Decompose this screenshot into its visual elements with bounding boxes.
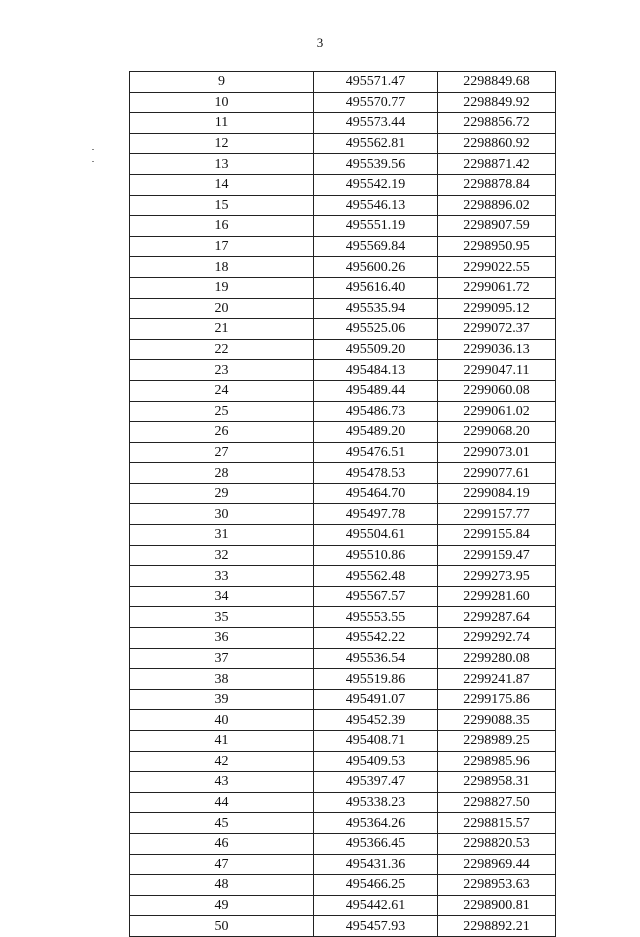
- y-coordinate-cell: 2298950.95: [438, 236, 556, 257]
- point-number-cell: 28: [130, 463, 314, 484]
- point-number-cell: 14: [130, 174, 314, 195]
- x-coordinate-cell: 495338.23: [314, 792, 438, 813]
- y-coordinate-cell: 2299073.01: [438, 442, 556, 463]
- table-row: [130, 298, 556, 319]
- scan-speck: [92, 149, 94, 150]
- point-number-cell: 35: [130, 607, 314, 628]
- point-number-cell: 31: [130, 525, 314, 546]
- point-number-cell: 50: [130, 916, 314, 937]
- point-number-cell: 36: [130, 628, 314, 649]
- table-row: [130, 133, 556, 154]
- y-coordinate-cell: 2298815.57: [438, 813, 556, 834]
- x-coordinate-cell: 495616.40: [314, 277, 438, 298]
- x-coordinate-cell: 495509.20: [314, 339, 438, 360]
- table-row: [130, 813, 556, 834]
- table-row: [130, 545, 556, 566]
- y-coordinate-cell: 2299061.72: [438, 277, 556, 298]
- point-number-cell: 10: [130, 92, 314, 113]
- x-coordinate-cell: 495551.19: [314, 216, 438, 237]
- table-row: [130, 422, 556, 443]
- point-number-cell: 48: [130, 875, 314, 896]
- y-coordinate-cell: 2299077.61: [438, 463, 556, 484]
- table-row: [130, 72, 556, 93]
- point-number-cell: 19: [130, 277, 314, 298]
- x-coordinate-cell: 495397.47: [314, 772, 438, 793]
- point-number-cell: 38: [130, 669, 314, 690]
- x-coordinate-cell: 495569.84: [314, 236, 438, 257]
- point-number-cell: 23: [130, 360, 314, 381]
- x-coordinate-cell: 495491.07: [314, 689, 438, 710]
- y-coordinate-cell: 2298860.92: [438, 133, 556, 154]
- x-coordinate-cell: 495562.81: [314, 133, 438, 154]
- point-number-cell: 46: [130, 833, 314, 854]
- x-coordinate-cell: 495489.20: [314, 422, 438, 443]
- table-row: [130, 751, 556, 772]
- page-number: 3: [316, 35, 324, 50]
- point-number-cell: 42: [130, 751, 314, 772]
- x-coordinate-cell: 495542.22: [314, 628, 438, 649]
- x-coordinate-cell: 495546.13: [314, 195, 438, 216]
- point-number-cell: 45: [130, 813, 314, 834]
- table-row: [130, 483, 556, 504]
- x-coordinate-cell: 495539.56: [314, 154, 438, 175]
- scan-speck: [92, 161, 94, 162]
- y-coordinate-cell: 2298907.59: [438, 216, 556, 237]
- point-number-cell: 13: [130, 154, 314, 175]
- y-coordinate-cell: 2298827.50: [438, 792, 556, 813]
- coordinates-table: [129, 71, 556, 937]
- point-number-cell: 22: [130, 339, 314, 360]
- x-coordinate-cell: 495504.61: [314, 525, 438, 546]
- point-number-cell: 17: [130, 236, 314, 257]
- x-coordinate-cell: 495535.94: [314, 298, 438, 319]
- y-coordinate-cell: 2299287.64: [438, 607, 556, 628]
- table-row: [130, 916, 556, 937]
- point-number-cell: 9: [130, 72, 314, 93]
- x-coordinate-cell: 495497.78: [314, 504, 438, 525]
- y-coordinate-cell: 2298849.68: [438, 72, 556, 93]
- y-coordinate-cell: 2299088.35: [438, 710, 556, 731]
- y-coordinate-cell: 2298953.63: [438, 875, 556, 896]
- x-coordinate-cell: 495536.54: [314, 648, 438, 669]
- table-row: [130, 401, 556, 422]
- y-coordinate-cell: 2298820.53: [438, 833, 556, 854]
- y-coordinate-cell: 2299273.95: [438, 566, 556, 587]
- table-row: [130, 174, 556, 195]
- point-number-cell: 15: [130, 195, 314, 216]
- point-number-cell: 12: [130, 133, 314, 154]
- y-coordinate-cell: 2299155.84: [438, 525, 556, 546]
- point-number-cell: 41: [130, 731, 314, 752]
- table-row: [130, 731, 556, 752]
- table-row: [130, 566, 556, 587]
- y-coordinate-cell: 2299022.55: [438, 257, 556, 278]
- y-coordinate-cell: 2298958.31: [438, 772, 556, 793]
- x-coordinate-cell: 495476.51: [314, 442, 438, 463]
- table-row: [130, 710, 556, 731]
- point-number-cell: 11: [130, 113, 314, 134]
- table-row: [130, 854, 556, 875]
- x-coordinate-cell: 495570.77: [314, 92, 438, 113]
- table-row: [130, 648, 556, 669]
- table-row: [130, 216, 556, 237]
- point-number-cell: 26: [130, 422, 314, 443]
- x-coordinate-cell: 495484.13: [314, 360, 438, 381]
- point-number-cell: 34: [130, 586, 314, 607]
- point-number-cell: 21: [130, 319, 314, 340]
- y-coordinate-cell: 2299159.47: [438, 545, 556, 566]
- x-coordinate-cell: 495442.61: [314, 895, 438, 916]
- x-coordinate-cell: 495364.26: [314, 813, 438, 834]
- point-number-cell: 40: [130, 710, 314, 731]
- y-coordinate-cell: 2299241.87: [438, 669, 556, 690]
- table-row: [130, 895, 556, 916]
- y-coordinate-cell: 2298856.72: [438, 113, 556, 134]
- coordinates-table-body: [130, 72, 556, 937]
- x-coordinate-cell: 495366.45: [314, 833, 438, 854]
- y-coordinate-cell: 2299157.77: [438, 504, 556, 525]
- point-number-cell: 20: [130, 298, 314, 319]
- y-coordinate-cell: 2299084.19: [438, 483, 556, 504]
- table-row: [130, 504, 556, 525]
- y-coordinate-cell: 2299280.08: [438, 648, 556, 669]
- point-number-cell: 47: [130, 854, 314, 875]
- table-row: [130, 586, 556, 607]
- x-coordinate-cell: 495489.44: [314, 380, 438, 401]
- x-coordinate-cell: 495431.36: [314, 854, 438, 875]
- y-coordinate-cell: 2298849.92: [438, 92, 556, 113]
- table-row: [130, 277, 556, 298]
- point-number-cell: 49: [130, 895, 314, 916]
- y-coordinate-cell: 2298900.81: [438, 895, 556, 916]
- table-row: [130, 319, 556, 340]
- y-coordinate-cell: 2298892.21: [438, 916, 556, 937]
- point-number-cell: 44: [130, 792, 314, 813]
- x-coordinate-cell: 495573.44: [314, 113, 438, 134]
- table-row: [130, 154, 556, 175]
- x-coordinate-cell: 495464.70: [314, 483, 438, 504]
- point-number-cell: 43: [130, 772, 314, 793]
- table-row: [130, 442, 556, 463]
- y-coordinate-cell: 2298878.84: [438, 174, 556, 195]
- table-row: [130, 875, 556, 896]
- table-row: [130, 360, 556, 381]
- x-coordinate-cell: 495553.55: [314, 607, 438, 628]
- x-coordinate-cell: 495466.25: [314, 875, 438, 896]
- point-number-cell: 27: [130, 442, 314, 463]
- x-coordinate-cell: 495600.26: [314, 257, 438, 278]
- y-coordinate-cell: 2299061.02: [438, 401, 556, 422]
- table-row: [130, 628, 556, 649]
- y-coordinate-cell: 2298989.25: [438, 731, 556, 752]
- table-row: [130, 92, 556, 113]
- y-coordinate-cell: 2298896.02: [438, 195, 556, 216]
- y-coordinate-cell: 2298871.42: [438, 154, 556, 175]
- table-row: [130, 380, 556, 401]
- y-coordinate-cell: 2299281.60: [438, 586, 556, 607]
- point-number-cell: 32: [130, 545, 314, 566]
- point-number-cell: 16: [130, 216, 314, 237]
- x-coordinate-cell: 495408.71: [314, 731, 438, 752]
- table-row: [130, 463, 556, 484]
- y-coordinate-cell: 2298969.44: [438, 854, 556, 875]
- x-coordinate-cell: 495510.86: [314, 545, 438, 566]
- point-number-cell: 33: [130, 566, 314, 587]
- y-coordinate-cell: 2299072.37: [438, 319, 556, 340]
- table-row: [130, 669, 556, 690]
- point-number-cell: 25: [130, 401, 314, 422]
- x-coordinate-cell: 495562.48: [314, 566, 438, 587]
- table-row: [130, 525, 556, 546]
- table-row: [130, 833, 556, 854]
- point-number-cell: 18: [130, 257, 314, 278]
- x-coordinate-cell: 495519.86: [314, 669, 438, 690]
- y-coordinate-cell: 2299036.13: [438, 339, 556, 360]
- y-coordinate-cell: 2298985.96: [438, 751, 556, 772]
- y-coordinate-cell: 2299068.20: [438, 422, 556, 443]
- y-coordinate-cell: 2299292.74: [438, 628, 556, 649]
- y-coordinate-cell: 2299175.86: [438, 689, 556, 710]
- table-row: [130, 792, 556, 813]
- point-number-cell: 37: [130, 648, 314, 669]
- point-number-cell: 30: [130, 504, 314, 525]
- y-coordinate-cell: 2299047.11: [438, 360, 556, 381]
- table-row: [130, 195, 556, 216]
- x-coordinate-cell: 495525.06: [314, 319, 438, 340]
- point-number-cell: 24: [130, 380, 314, 401]
- x-coordinate-cell: 495542.19: [314, 174, 438, 195]
- table-row: [130, 339, 556, 360]
- y-coordinate-cell: 2299095.12: [438, 298, 556, 319]
- x-coordinate-cell: 495486.73: [314, 401, 438, 422]
- x-coordinate-cell: 495567.57: [314, 586, 438, 607]
- table-row: [130, 236, 556, 257]
- x-coordinate-cell: 495452.39: [314, 710, 438, 731]
- table-row: [130, 689, 556, 710]
- table-row: [130, 113, 556, 134]
- x-coordinate-cell: 495457.93: [314, 916, 438, 937]
- point-number-cell: 29: [130, 483, 314, 504]
- y-coordinate-cell: 2299060.08: [438, 380, 556, 401]
- table-row: [130, 772, 556, 793]
- point-number-cell: 39: [130, 689, 314, 710]
- table-row: [130, 257, 556, 278]
- x-coordinate-cell: 495409.53: [314, 751, 438, 772]
- x-coordinate-cell: 495478.53: [314, 463, 438, 484]
- x-coordinate-cell: 495571.47: [314, 72, 438, 93]
- table-row: [130, 607, 556, 628]
